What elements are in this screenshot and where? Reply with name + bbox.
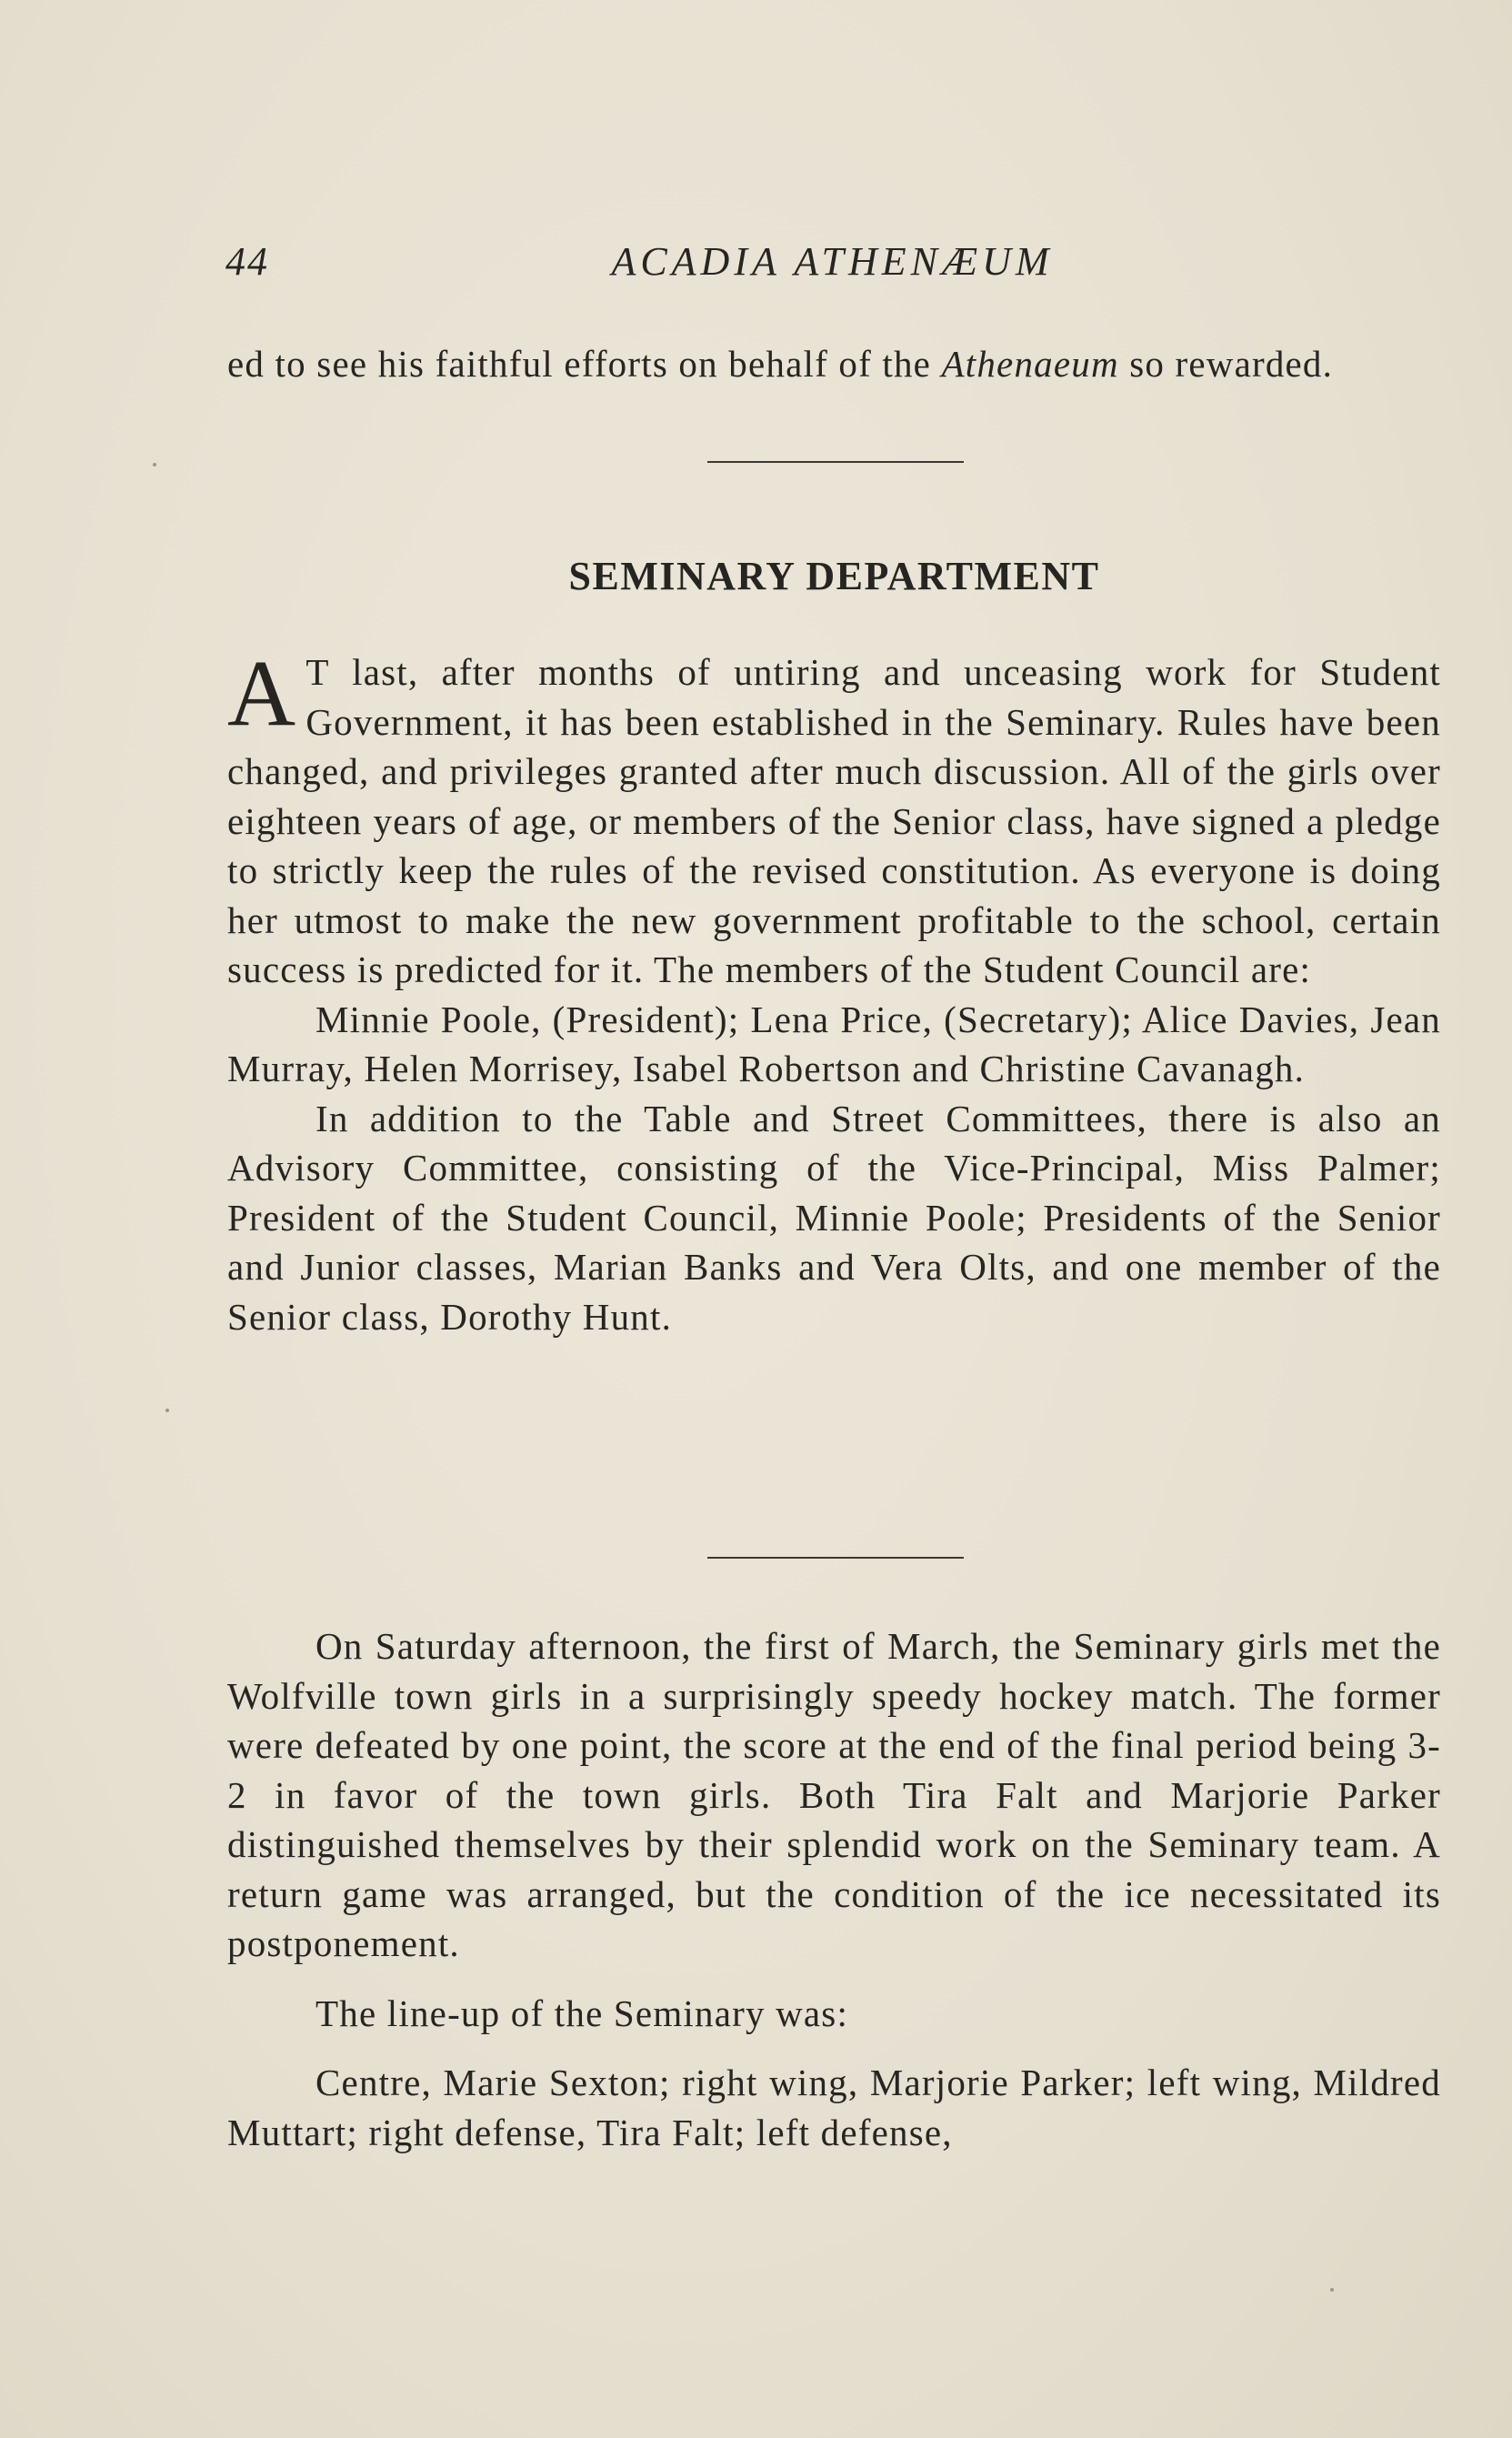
page-number: 44 — [225, 239, 269, 284]
hockey-article — [227, 1621, 1441, 2157]
paper-speck — [1330, 2288, 1334, 2292]
council-paragraph: Minnie Poole, (President); Lena Price, (Secretary); Alice Davies, Jean Murray, Helen Morrisey, Isabel Robertson and Christine Cavanagh. — [227, 998, 1441, 1089]
lineup-intro: The line-up of the Seminary was: — [315, 1992, 849, 2034]
lineup-paragraph: Centre, Marie Sexton; right wing, Marjorie Parker; left wing, Mildred Muttart; right defense, Tira Falt; left defense, — [227, 2062, 1441, 2153]
intro-text-end: so rewarded. — [1118, 343, 1334, 385]
student-government-article — [227, 641, 1441, 1341]
first-paragraph-text: T last, after months of untiring and unceasing work for Student Government, it has been established in the Seminary. Rules have been changed, and privileges granted after much discussion. All of the girls over eighteen years of age, or members of the Senior class, have signed a pledge to strictly keep the rules of the revised constitution. As everyone is doing her utmost to make the new government profitable to the school, certain success is predicted for it. The members of the Student Council are: — [227, 651, 1441, 990]
paper-speck — [165, 1409, 169, 1412]
running-header — [225, 238, 1439, 302]
paper-speck — [153, 463, 156, 467]
intro-text: ed to see his faithful efforts on behalf of the — [227, 343, 942, 385]
hockey-paragraph: On Saturday afternoon, the first of March, the Seminary girls met the Wolfville town girls in a surprisingly speedy hockey match. The former were defeated by one point, the score at the end of the final period being 3-2 in favor of the town girls. Both Tira Falt and Marjorie Parker distinguished themselves by their splendid work on the Seminary team. A return game was arranged, but the condition of the ice necessitated its postponement. — [227, 1625, 1441, 1964]
athenaeum-italic: Athenaeum — [941, 343, 1119, 385]
article-divider — [707, 1557, 964, 1559]
committees-paragraph: In addition to the Table and Street Committees, there is also an Advisory Committee, consisting of the Vice-Principal, Miss Palmer; President of the Student Council, Minnie Poole; Presidents of the Senior and Junior classes, Marian Banks and Vera Olts, and one member of the Senior class, Dorothy Hunt. — [227, 1097, 1441, 1338]
continued-paragraph — [227, 339, 1441, 389]
journal-title: ACADIA ATHENÆUM — [611, 239, 1054, 284]
section-title: SEMINARY DEPARTMENT — [568, 554, 1100, 598]
intro-paragraph — [227, 339, 1441, 389]
drop-cap: A — [227, 641, 297, 746]
section-divider — [707, 461, 964, 463]
first-paragraph — [227, 641, 1441, 995]
